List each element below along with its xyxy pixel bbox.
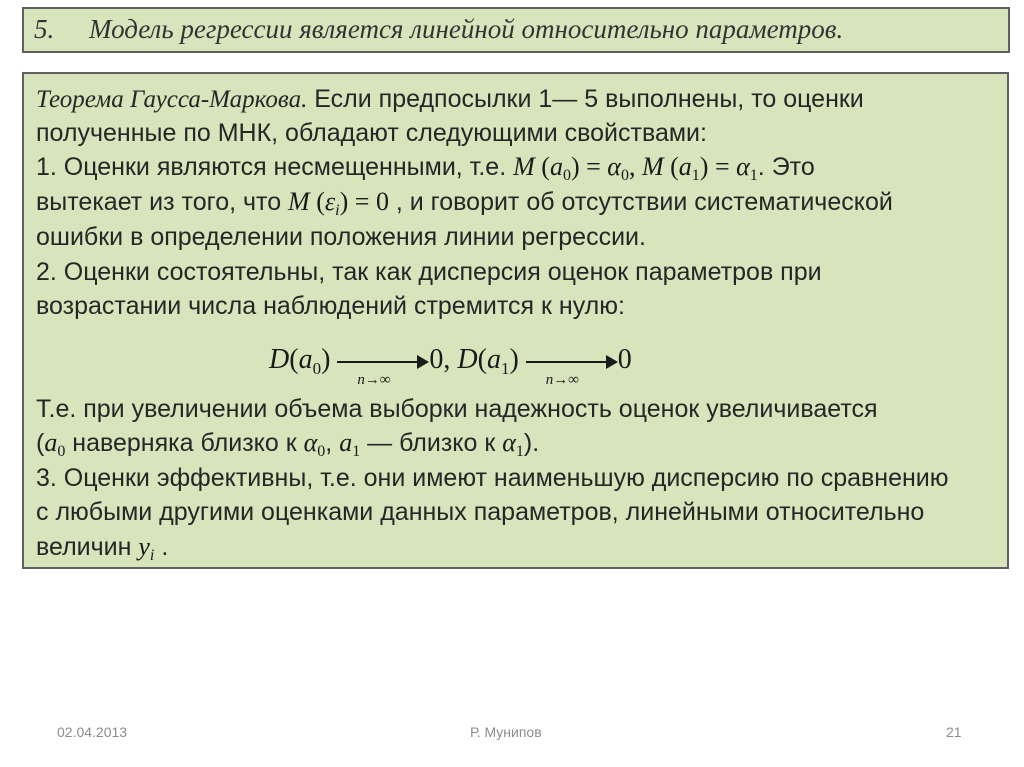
theorem-line-1 (36, 84, 864, 115)
formula-error-mean: M $(\varepsilon_i) = 0$ (288, 187, 389, 219)
slide-title-box (22, 7, 1010, 53)
slide-title (34, 14, 843, 45)
property-2-line-2: возрастании числа наблюдений стремится к нулю: (36, 292, 625, 320)
property-2-line-4: ($a_0$ наверняка близко к $\alpha_0$, $a_1$ — близко к $\alpha_1$). (36, 428, 540, 460)
property-1-line-2: вытекает из того, что M $(\varepsilon_i) = 0$ , и говорит об отсутствии систематической (36, 187, 893, 219)
theorem-line-2: полученные по МНК, обладают следующими свойствами: (36, 119, 707, 147)
slide-title-number: 5. (34, 14, 55, 44)
property-3-line-2: с любыми другими оценками данных параметров, линейными относительно (36, 498, 925, 526)
property-2-line-1: 2. Оценки состоятельны, так как дисперсия оценок параметров при (36, 258, 822, 286)
formula-consistency: $D(a_0)$ n→∞ 0, $D(a_1)$ n→∞ 0 (269, 344, 632, 388)
property-3-line-3: величин $y_i$ . (36, 532, 169, 564)
property-1-line-3: ошибки в определении положения линии регрессии. (36, 223, 646, 251)
slide-number: 21 (946, 724, 962, 740)
theorem-box (22, 72, 1009, 569)
property-3-line-1: 3. Оценки эффективны, т.е. они имеют наименьшую дисперсию по сравнению (36, 464, 949, 492)
limit-arrow-icon: n→∞ (337, 352, 429, 372)
footer-date: 02.04.2013 (57, 724, 128, 740)
footer-author: Р. Мунипов (470, 724, 542, 740)
theorem-intro-1: Если предпосылки 1— 5 выполнены, то оценки (307, 85, 864, 113)
property-1-line-1: 1. Оценки являются несмещенными, т.е. M $(a_0) = \alpha_0$, M $(a_1) = \alpha_1$. Это (36, 152, 815, 184)
theorem-name: Теорема Гаусса-Маркова. (36, 86, 308, 113)
formula-unbiased: M $(a_0) = \alpha_0$, M $(a_1) = \alpha_1$ (513, 152, 758, 184)
slide-title-text: Модель регрессии является линейной относительно параметров. (89, 14, 844, 44)
limit-arrow-icon: n→∞ (526, 352, 618, 372)
property-2-line-3: Т.е. при увеличении объема выборки надежность оценок увеличивается (36, 395, 878, 423)
